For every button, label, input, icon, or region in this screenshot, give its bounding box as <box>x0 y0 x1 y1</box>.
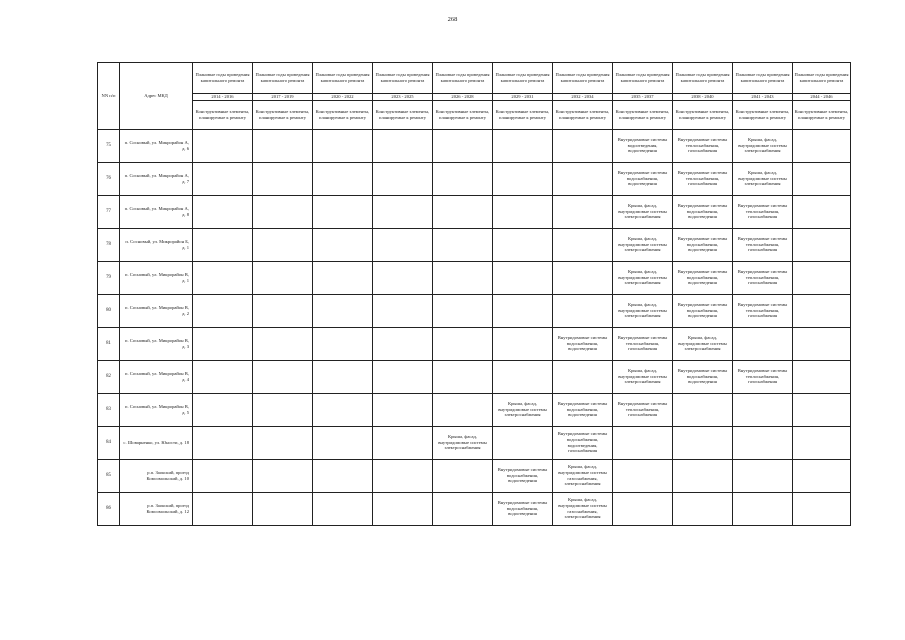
repair-elements-cell <box>373 129 433 162</box>
row-number: 75 <box>98 129 120 162</box>
repair-elements-cell <box>313 261 373 294</box>
period-header-label: Плановые годы проведения капитального ремонта <box>613 63 673 94</box>
repair-elements-cell <box>793 162 851 195</box>
repair-elements-cell: Крыша, фасад, внутридомовые системы электроснабжения <box>673 327 733 360</box>
repair-elements-cell <box>193 129 253 162</box>
row-address: п. Сосновый, ул. Микрорайон В, д. 1 <box>120 261 193 294</box>
repair-elements-cell: Внутридомовые системы теплоснабжения, газоснабжения <box>673 162 733 195</box>
table-row <box>98 228 851 261</box>
repair-elements-cell <box>193 360 253 393</box>
element-header-label: Конструктивные элементы, планируемые к ремонту <box>793 100 851 129</box>
repair-elements-cell <box>313 129 373 162</box>
repair-elements-cell <box>553 195 613 228</box>
repair-elements-cell <box>193 393 253 426</box>
repair-elements-cell <box>493 195 553 228</box>
repair-elements-cell <box>313 195 373 228</box>
table-row <box>98 393 851 426</box>
repair-elements-cell <box>673 393 733 426</box>
repair-elements-cell <box>253 162 313 195</box>
repair-elements-cell <box>193 426 253 459</box>
repair-elements-cell: Внутридомовые системы теплоснабжения, газоснабжения <box>613 393 673 426</box>
repair-elements-cell <box>433 129 493 162</box>
repair-elements-cell <box>553 294 613 327</box>
repair-elements-cell <box>673 459 733 492</box>
repair-elements-cell: Внутридомовые системы теплоснабжения, газоснабжения <box>733 360 793 393</box>
repair-elements-cell <box>793 327 851 360</box>
repair-elements-cell: Внутридомовые системы водоснабжения, водоотведения, газоснабжения <box>553 426 613 459</box>
repair-elements-cell: Внутридомовые системы водоснабжения, водоотведения <box>613 162 673 195</box>
row-number: 82 <box>98 360 120 393</box>
repair-elements-cell <box>193 195 253 228</box>
period-header-label: Плановые годы проведения капитального ремонта <box>193 63 253 94</box>
repair-elements-cell <box>433 294 493 327</box>
period-header-label: Плановые годы проведения капитального ремонта <box>493 63 553 94</box>
repair-elements-cell <box>313 393 373 426</box>
repair-elements-cell: Внутридомовые системы водоснабжения, водоотведения <box>673 195 733 228</box>
repair-elements-cell: Крыша, фасад, внутридомовые системы газоснабжения, электроснабжения <box>553 492 613 525</box>
period-years: 2032 - 2034 <box>553 94 613 101</box>
repair-elements-cell <box>433 492 493 525</box>
repair-elements-cell <box>433 261 493 294</box>
repair-elements-cell <box>253 228 313 261</box>
row-address: п. Сосновый, ул. Микрорайон В, д. 4 <box>120 360 193 393</box>
table-row <box>98 294 851 327</box>
table-row <box>98 426 851 459</box>
repair-elements-cell <box>493 360 553 393</box>
repair-elements-cell <box>373 459 433 492</box>
table-row <box>98 327 851 360</box>
repair-elements-cell <box>193 327 253 360</box>
repair-elements-cell <box>313 492 373 525</box>
period-years: 2035 - 2037 <box>613 94 673 101</box>
repair-elements-cell <box>193 162 253 195</box>
period-years: 2026 - 2028 <box>433 94 493 101</box>
repair-elements-cell <box>553 129 613 162</box>
repair-elements-cell: Внутридомовые системы теплоснабжения, газоснабжения <box>733 294 793 327</box>
table-row <box>98 360 851 393</box>
element-header-label: Конструктивные элементы, планируемые к ремонту <box>433 100 493 129</box>
table-body <box>98 129 851 525</box>
element-header-label: Конструктивные элементы, планируемые к ремонту <box>193 100 253 129</box>
repair-elements-cell <box>793 492 851 525</box>
repair-elements-cell <box>313 327 373 360</box>
repair-elements-cell <box>613 492 673 525</box>
repair-elements-cell: Внутридомовые системы теплоснабжения, газоснабжения <box>733 195 793 228</box>
row-address: п. Сосновый, ул. Микрорайон В, д. 2 <box>120 294 193 327</box>
repair-elements-cell: Внутридомовые системы водоснабжения, водоотведения <box>553 393 613 426</box>
repair-elements-cell: Крыша, фасад, внутридомовые системы электроснабжения <box>613 195 673 228</box>
repair-elements-cell: Внутридомовые системы теплоснабжения, газоснабжения <box>733 228 793 261</box>
table-row <box>98 195 851 228</box>
repair-elements-cell <box>433 162 493 195</box>
repair-elements-cell: Внутридомовые системы водоснабжения, водоотведения <box>673 360 733 393</box>
repair-elements-cell: Внутридомовые системы водоснабжения, водоотведения <box>553 327 613 360</box>
repair-elements-cell <box>553 261 613 294</box>
repair-elements-cell <box>493 294 553 327</box>
repair-elements-cell: Крыша, фасад, внутридомовые системы электроснабжения <box>613 261 673 294</box>
row-number: 79 <box>98 261 120 294</box>
element-header-label: Конструктивные элементы, планируемые к ремонту <box>613 100 673 129</box>
row-number: 86 <box>98 492 120 525</box>
repair-elements-cell <box>253 195 313 228</box>
period-years: 2023 - 2025 <box>373 94 433 101</box>
row-number: 78 <box>98 228 120 261</box>
repair-elements-cell <box>253 393 313 426</box>
element-header-label: Конструктивные элементы, планируемые к ремонту <box>553 100 613 129</box>
table-row <box>98 492 851 525</box>
row-address: с. Шоварненко, ул. Юности, д. 18 <box>120 426 193 459</box>
repair-elements-cell <box>793 129 851 162</box>
repair-elements-cell <box>253 426 313 459</box>
repair-elements-cell: Внутридомовые системы водоснабжения, водоотведения <box>673 294 733 327</box>
column-header-address: Адрес МКД <box>120 63 193 130</box>
repair-elements-cell: Внутридомовые системы теплоснабжения, газоснабжения <box>613 327 673 360</box>
repair-elements-cell <box>373 228 433 261</box>
repair-elements-cell <box>193 228 253 261</box>
repair-elements-cell <box>553 360 613 393</box>
repair-elements-cell <box>793 459 851 492</box>
row-number: 76 <box>98 162 120 195</box>
repair-elements-cell <box>373 327 433 360</box>
repair-elements-cell <box>193 294 253 327</box>
repair-elements-cell <box>493 327 553 360</box>
repair-elements-cell <box>253 360 313 393</box>
capital-repair-table <box>97 62 851 526</box>
row-number: 85 <box>98 459 120 492</box>
repair-elements-cell <box>793 261 851 294</box>
column-header-nn: NN п/п <box>98 63 120 130</box>
repair-elements-cell: Внутридомовые системы водоснабжения, водоотведения <box>493 492 553 525</box>
repair-elements-cell <box>733 327 793 360</box>
period-years: 2044 - 2046 <box>793 94 851 101</box>
period-header-label: Плановые годы проведения капитального ремонта <box>733 63 793 94</box>
row-address: п. Сосновый, ул. Микрорайон В, д. 3 <box>120 327 193 360</box>
repair-elements-cell: Крыша, фасад, внутридомовые системы электроснабжения <box>493 393 553 426</box>
repair-elements-cell <box>373 360 433 393</box>
repair-elements-cell <box>553 162 613 195</box>
repair-elements-cell <box>793 228 851 261</box>
repair-elements-cell <box>313 459 373 492</box>
repair-elements-cell <box>253 327 313 360</box>
repair-elements-cell <box>253 459 313 492</box>
repair-elements-cell <box>433 393 493 426</box>
repair-elements-cell <box>373 261 433 294</box>
repair-elements-cell <box>613 426 673 459</box>
element-header-label: Конструктивные элементы, планируемые к ремонту <box>493 100 553 129</box>
element-header-label: Конструктивные элементы, планируемые к ремонту <box>373 100 433 129</box>
row-address: п. Сосновый, ул. Микрорайон В, д. 5 <box>120 393 193 426</box>
repair-elements-cell <box>253 129 313 162</box>
repair-elements-cell <box>313 426 373 459</box>
element-header-label: Конструктивные элементы, планируемые к ремонту <box>313 100 373 129</box>
row-address: р.п. Заокский, проезд Комсомольский, д. 12 <box>120 492 193 525</box>
table-header <box>98 63 851 130</box>
repair-elements-cell: Крыша, фасад, внутридомовые системы электроснабжения <box>733 162 793 195</box>
repair-elements-cell <box>373 162 433 195</box>
repair-elements-cell <box>433 360 493 393</box>
repair-elements-cell: Крыша, фасад, внутридомовые системы газоснабжения, электроснабжения <box>553 459 613 492</box>
period-years: 2029 - 2031 <box>493 94 553 101</box>
repair-elements-cell: Внутридомовые системы водоснабжения, водоотведения <box>493 459 553 492</box>
repair-elements-cell <box>193 459 253 492</box>
period-header-label: Плановые годы проведения капитального ремонта <box>313 63 373 94</box>
table-row <box>98 162 851 195</box>
repair-elements-cell <box>733 492 793 525</box>
repair-elements-cell <box>793 195 851 228</box>
repair-elements-cell <box>793 294 851 327</box>
repair-elements-cell <box>553 228 613 261</box>
period-years: 2017 - 2019 <box>253 94 313 101</box>
repair-elements-cell <box>373 195 433 228</box>
row-address: п. Сосновый, ул. Микрорайон А, д. 8 <box>120 195 193 228</box>
repair-elements-cell: Внутридомовые системы теплоснабжения, газоснабжения <box>673 129 733 162</box>
element-header-label: Конструктивные элементы, планируемые к ремонту <box>253 100 313 129</box>
repair-elements-cell <box>313 294 373 327</box>
row-number: 83 <box>98 393 120 426</box>
repair-elements-cell: Внутридомовые системы водоснабжения, водоотведения <box>673 228 733 261</box>
repair-elements-cell <box>253 294 313 327</box>
repair-elements-cell <box>493 426 553 459</box>
repair-elements-cell <box>313 360 373 393</box>
period-header-label: Плановые годы проведения капитального ремонта <box>253 63 313 94</box>
period-header-label: Плановые годы проведения капитального ремонта <box>433 63 493 94</box>
repair-elements-cell: Крыша, фасад, внутридомовые системы электроснабжения <box>613 294 673 327</box>
repair-elements-cell <box>193 492 253 525</box>
row-address: п. Сосновый, ул. Микрорайон А, д. 6 <box>120 129 193 162</box>
repair-elements-cell <box>733 393 793 426</box>
row-address: п. Сосновый, ул. Микрорайон Б, д. 1 <box>120 228 193 261</box>
table-row <box>98 261 851 294</box>
period-years: 2038 - 2040 <box>673 94 733 101</box>
repair-elements-cell: Крыша, фасад, внутридомовые системы электроснабжения <box>613 360 673 393</box>
repair-elements-cell <box>673 426 733 459</box>
repair-elements-cell <box>733 426 793 459</box>
period-header-label: Плановые годы проведения капитального ремонта <box>553 63 613 94</box>
repair-schedule-table <box>97 62 851 526</box>
repair-elements-cell: Внутридомовые системы водоотведения, водоотведения <box>613 129 673 162</box>
repair-elements-cell: Крыша, фасад, внутридомовые системы электроснабжения <box>433 426 493 459</box>
repair-elements-cell <box>433 195 493 228</box>
element-header-label: Конструктивные элементы, планируемые к ремонту <box>673 100 733 129</box>
page-number: 268 <box>447 16 458 23</box>
period-header-label: Плановые годы проведения капитального ремонта <box>673 63 733 94</box>
repair-elements-cell <box>673 492 733 525</box>
period-years: 2041 - 2043 <box>733 94 793 101</box>
repair-elements-cell <box>253 261 313 294</box>
repair-elements-cell: Крыша, фасад, внутридомовые системы электроснабжения <box>613 228 673 261</box>
table-row <box>98 129 851 162</box>
period-header-label: Плановые годы проведения капитального ремонта <box>793 63 851 94</box>
row-address: р.п. Заокский, проезд Комсомольский, д. 10 <box>120 459 193 492</box>
repair-elements-cell <box>493 261 553 294</box>
repair-elements-cell <box>493 228 553 261</box>
table-row <box>98 459 851 492</box>
repair-elements-cell <box>793 360 851 393</box>
period-years: 2020 - 2022 <box>313 94 373 101</box>
repair-elements-cell: Внутридомовые системы водоснабжения, водоотведения <box>673 261 733 294</box>
repair-elements-cell <box>433 228 493 261</box>
repair-elements-cell <box>373 294 433 327</box>
repair-elements-cell <box>613 459 673 492</box>
repair-elements-cell <box>313 228 373 261</box>
repair-elements-cell <box>793 426 851 459</box>
row-address: п. Сосновый, ул. Микрорайон А, д. 7 <box>120 162 193 195</box>
row-number: 77 <box>98 195 120 228</box>
repair-elements-cell <box>493 162 553 195</box>
repair-elements-cell <box>193 261 253 294</box>
element-header-label: Конструктивные элементы, планируемые к ремонту <box>733 100 793 129</box>
repair-elements-cell <box>253 492 313 525</box>
row-number: 81 <box>98 327 120 360</box>
repair-elements-cell <box>733 459 793 492</box>
period-header-label: Плановые годы проведения капитального ремонта <box>373 63 433 94</box>
repair-elements-cell <box>793 393 851 426</box>
repair-elements-cell <box>433 327 493 360</box>
repair-elements-cell <box>493 129 553 162</box>
repair-elements-cell <box>373 426 433 459</box>
repair-elements-cell: Внутридомовые системы теплоснабжения, газоснабжения <box>733 261 793 294</box>
repair-elements-cell <box>373 492 433 525</box>
row-number: 80 <box>98 294 120 327</box>
period-years: 2014 - 2016 <box>193 94 253 101</box>
repair-elements-cell: Крыша, фасад, внутридомовые системы электроснабжения <box>733 129 793 162</box>
repair-elements-cell <box>433 459 493 492</box>
row-number: 84 <box>98 426 120 459</box>
repair-elements-cell <box>373 393 433 426</box>
repair-elements-cell <box>313 162 373 195</box>
